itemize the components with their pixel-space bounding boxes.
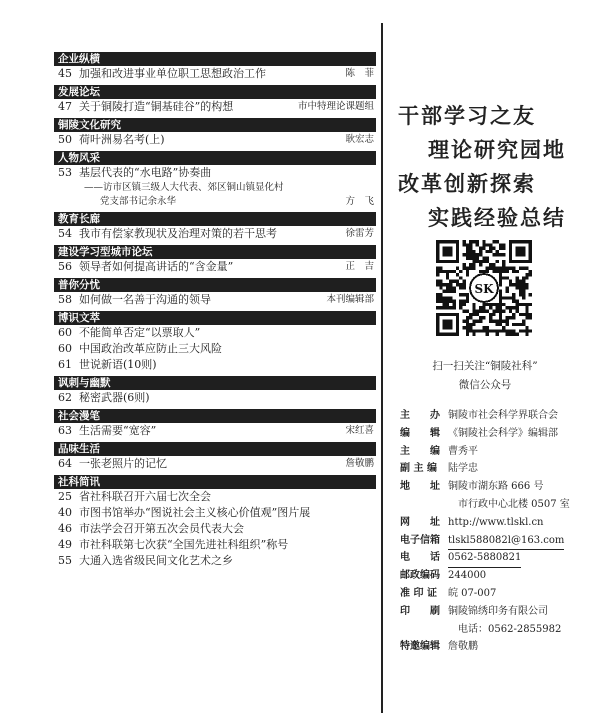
toc-entry[interactable] xyxy=(54,132,376,148)
info-label: 印 刷 xyxy=(400,605,440,617)
page-number: 49 xyxy=(58,538,72,551)
toc-entry[interactable] xyxy=(54,357,376,373)
toc-section xyxy=(54,151,376,209)
section-header: 发展论坛 xyxy=(54,85,376,99)
toc-section xyxy=(54,85,376,115)
article-author: 正 吉 xyxy=(345,261,374,272)
article-title: 如何做一名善于沟通的领导 xyxy=(79,293,211,306)
info-value: 电话：0562-2855982 xyxy=(458,623,562,635)
info-row xyxy=(400,532,590,550)
toc-entry[interactable] xyxy=(54,521,376,537)
section-header: 普你分忧 xyxy=(54,278,376,292)
info-label: 副 主 编 xyxy=(400,463,437,475)
info-row xyxy=(400,567,590,585)
section-header: 讽刺与幽默 xyxy=(54,376,376,390)
info-value: 陆学忠 xyxy=(448,463,478,475)
article-title: 市图书馆举办“图说社会主义核心价值观”图片展 xyxy=(79,506,311,519)
section-header: 社会漫笔 xyxy=(54,409,376,423)
article-title: 秘密武器(6则) xyxy=(79,391,150,404)
section-header: 博识文萃 xyxy=(54,311,376,325)
article-title: 省社科联召开六届七次全会 xyxy=(79,490,211,503)
section-header: 社科简讯 xyxy=(54,475,376,489)
toc-section xyxy=(54,442,376,472)
section-header: 铜陵文化研究 xyxy=(54,118,376,132)
email-link[interactable]: tlskl588082l@163.com xyxy=(448,532,564,551)
page-number: 64 xyxy=(58,457,72,470)
toc-entry[interactable] xyxy=(54,259,376,275)
page-number: 25 xyxy=(58,490,72,503)
toc-section xyxy=(54,475,376,569)
toc-entry[interactable] xyxy=(54,423,376,439)
article-title: 市法学会召开第五次会员代表大会 xyxy=(79,522,244,535)
article-author: 宋红喜 xyxy=(345,425,374,436)
info-value: 皖 07-007 xyxy=(448,587,497,599)
qr-caption-sub: 微信公众号 xyxy=(458,379,512,391)
info-label: 网 址 xyxy=(400,516,440,528)
info-value: 铜陵市湖东路 666 号 xyxy=(448,481,544,493)
page-number: 60 xyxy=(58,342,72,355)
article-author: 詹敬鹏 xyxy=(345,458,374,469)
article-author: 徐雷芳 xyxy=(345,228,374,239)
info-label: 特邀编辑 xyxy=(400,641,440,653)
toc-entry[interactable] xyxy=(54,456,376,472)
toc-section xyxy=(54,118,376,148)
toc-section xyxy=(54,212,376,242)
article-title: 我市有偿家教现状及治理对策的若干思考 xyxy=(79,227,277,240)
page-number: 53 xyxy=(58,166,72,179)
section-header: 教育长廊 xyxy=(54,212,376,226)
article-subtitle-line xyxy=(54,195,376,209)
info-row xyxy=(400,603,590,621)
page-number: 62 xyxy=(58,391,72,404)
toc-entry[interactable] xyxy=(54,553,376,569)
article-title: 市社科联第七次获“全国先进社科组织”称号 xyxy=(79,538,289,551)
article-subtitle: ——访市区镇三级人大代表、郊区铜山镇显化村 xyxy=(84,182,284,193)
info-label: 电 话 xyxy=(400,552,440,564)
info-value: 244000 xyxy=(448,570,487,582)
slogan-line: 实践经验总结 xyxy=(428,205,566,230)
article-author: 耿宏志 xyxy=(345,134,374,145)
toc-section xyxy=(54,278,376,308)
toc-entry[interactable] xyxy=(54,505,376,521)
info-row xyxy=(400,443,590,461)
page-number: 60 xyxy=(58,326,72,339)
info-row xyxy=(400,621,590,639)
toc-entry[interactable] xyxy=(54,341,376,357)
toc-section xyxy=(54,409,376,439)
info-row xyxy=(400,425,590,443)
info-row xyxy=(400,549,590,567)
info-label: 编 辑 xyxy=(400,427,440,439)
info-label: 准 印 证 xyxy=(400,587,437,599)
page-number: 61 xyxy=(58,358,72,371)
website-link[interactable]: http://www.tlskl.cn xyxy=(448,516,544,528)
page-number: 56 xyxy=(58,260,72,273)
table-of-contents xyxy=(54,52,376,572)
toc-entry[interactable] xyxy=(54,99,376,115)
page-number: 54 xyxy=(58,227,72,240)
page-number: 47 xyxy=(58,100,72,113)
page-number: 40 xyxy=(58,506,72,519)
article-title: 一张老照片的记忆 xyxy=(79,457,167,470)
toc-entry[interactable] xyxy=(54,165,376,181)
article-title: 中国政治改革应防止三大风险 xyxy=(79,342,222,355)
section-header: 企业纵横 xyxy=(54,52,376,66)
article-title: 生活需要“宽容” xyxy=(79,424,157,437)
info-label: 地 址 xyxy=(400,481,440,493)
vertical-divider xyxy=(381,23,383,713)
section-header: 建设学习型城市论坛 xyxy=(54,245,376,259)
page-number: 46 xyxy=(58,522,72,535)
article-title: 领导者如何提高讲话的“含金量” xyxy=(79,260,234,273)
info-value: 曹秀平 xyxy=(448,445,478,457)
toc-entry[interactable] xyxy=(54,226,376,242)
info-value: 0562-5880821 xyxy=(448,549,521,568)
toc-entry[interactable] xyxy=(54,489,376,505)
info-row xyxy=(400,585,590,603)
article-title: 世说新语(10则) xyxy=(79,358,157,371)
info-row xyxy=(400,460,590,478)
toc-section xyxy=(54,245,376,275)
toc-entry[interactable] xyxy=(54,537,376,553)
section-header: 人物风采 xyxy=(54,151,376,165)
publication-info xyxy=(400,407,590,656)
article-subtitle-cont: 党支部书记余永华 xyxy=(100,196,177,207)
page-number: 63 xyxy=(58,424,72,437)
toc-entry[interactable] xyxy=(54,66,376,82)
info-label: 邮政编码 xyxy=(400,570,440,582)
slogan-line: 改革创新探索 xyxy=(398,171,536,196)
article-subtitle-line xyxy=(54,181,376,195)
info-row xyxy=(400,514,590,532)
article-author: 陈 菲 xyxy=(345,68,374,79)
info-row xyxy=(400,638,590,656)
article-author: 市中特理论课题组 xyxy=(297,101,374,112)
article-author: 本刊编辑部 xyxy=(326,294,374,305)
article-title: 基层代表的“水电路”协奏曲 xyxy=(79,166,212,179)
toc-section xyxy=(54,311,376,373)
page-number: 50 xyxy=(58,133,72,146)
info-value: 铜陵市社会科学界联合会 xyxy=(448,410,558,421)
info-label: 主 编 xyxy=(400,445,440,457)
slogan-line: 干部学习之友 xyxy=(398,103,536,128)
slogan-line: 理论研究园地 xyxy=(428,137,566,162)
info-value: 詹敬鹏 xyxy=(448,641,478,653)
info-label: 电子信箱 xyxy=(400,534,440,546)
qr-code[interactable] xyxy=(436,240,532,336)
article-title: 荷叶洲易名考(上) xyxy=(79,133,165,146)
toc-section xyxy=(54,376,376,406)
qr-caption: 扫一扫关注“铜陵社科” xyxy=(432,360,538,372)
toc-entry[interactable] xyxy=(54,292,376,308)
info-label: 主 办 xyxy=(400,410,440,421)
info-row xyxy=(400,478,590,496)
info-row xyxy=(400,407,590,425)
page-number: 58 xyxy=(58,293,72,306)
sk-logo-text: SK xyxy=(474,281,494,296)
toc-entry[interactable] xyxy=(54,390,376,406)
info-value: 市行政中心北楼 0507 室 xyxy=(458,498,570,510)
section-header: 品味生活 xyxy=(54,442,376,456)
page-number: 45 xyxy=(58,67,72,80)
page-number: 55 xyxy=(58,554,72,567)
article-title: 加强和改进事业单位职工思想政治工作 xyxy=(79,67,266,80)
article-title: 大通入选省级民间文化艺术之乡 xyxy=(79,554,233,567)
article-title: 关于铜陵打造“铜基硅谷”的构想 xyxy=(79,100,234,113)
info-value: 铜陵锦绣印务有限公司 xyxy=(448,605,548,617)
toc-entry[interactable] xyxy=(54,325,376,341)
toc-section xyxy=(54,52,376,82)
info-row xyxy=(400,496,590,514)
article-author: 方 飞 xyxy=(345,196,374,207)
article-title: 不能简单否定“以票取人” xyxy=(79,326,201,339)
info-value: 《铜陵社会科学》编辑部 xyxy=(448,427,558,439)
